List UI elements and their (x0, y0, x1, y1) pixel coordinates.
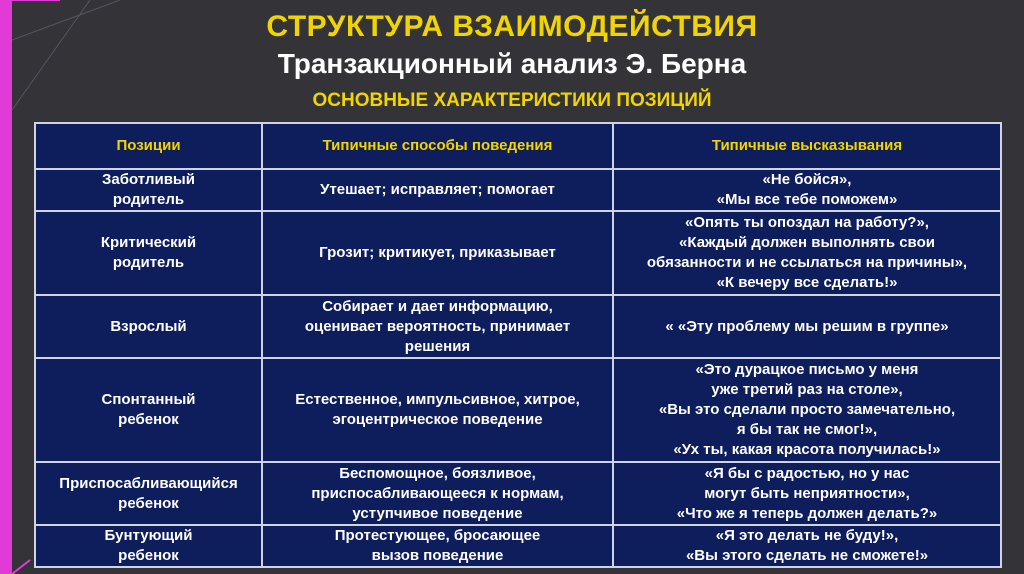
position-cell (35, 295, 262, 358)
cell-line: «Каждый должен выполнять свои (679, 234, 935, 251)
table-row (35, 211, 1001, 295)
cell-line: «Не бойся», (762, 171, 852, 188)
cell-line: ребенок (118, 494, 179, 512)
cell-line: обязанности и не ссылаться на причины», (646, 254, 968, 271)
table-row (35, 358, 1001, 462)
cell-line: «Вы этого сделать не сможете!» (685, 547, 929, 564)
cell-line: уже третий раз на столе», (711, 381, 903, 398)
cell-line: Беспомощное, боязливое, (339, 464, 536, 482)
cell-line: Бунтующий (104, 527, 193, 544)
position-cell (35, 525, 262, 567)
statements-cell (613, 295, 1001, 358)
cell-line: «Ух ты, какая красота получилась!» (673, 441, 941, 458)
positions-table (34, 122, 1002, 568)
cell-line: «Я бы с радостью, но у нас (704, 464, 910, 482)
cell-line: Грозит; критикует, приказывает (319, 244, 556, 261)
cell-line: Спонтанный (101, 391, 196, 408)
cell-line: Заботливый (102, 171, 195, 188)
cell-line: «Вы это сделали просто замечательно, (658, 401, 956, 418)
header-statements: Типичные высказывания (613, 123, 1001, 169)
header-behavior: Типичные способы поведения (262, 123, 613, 169)
table-row (35, 525, 1001, 567)
cell-line: «К вечеру все сделать!» (716, 274, 898, 291)
cell-line: Взрослый (110, 317, 187, 335)
cell-line: Утешает; исправляет; помогает (320, 181, 555, 198)
cell-line: « «Эту проблему мы решим в группе» (665, 317, 949, 335)
cell-line: ребенок (118, 547, 179, 564)
cell-line: «Что же я теперь должен делать?» (676, 504, 938, 522)
cell-line: родитель (112, 254, 185, 271)
cell-line: «Я это делать не буду!», (715, 527, 899, 544)
position-cell (35, 169, 262, 211)
cell-line: приспосабливающееся к нормам, (311, 484, 564, 502)
section-title: ОСНОВНЫЕ ХАРАКТЕРИСТИКИ ПОЗИЦИЙ (312, 90, 712, 111)
behavior-cell (262, 169, 613, 211)
cell-line: могут быть неприятности», (704, 484, 910, 502)
cell-line: Собирает и дает информацию, (322, 297, 553, 315)
position-cell (35, 358, 262, 462)
cell-line: родитель (112, 191, 185, 208)
statements-cell (613, 525, 1001, 567)
cell-line: уступчивое поведение (352, 504, 523, 522)
cell-line: «Это дурацкое письмо у меня (695, 361, 919, 378)
position-cell (35, 211, 262, 295)
cell-line: оценивает вероятность, принимает (304, 317, 571, 335)
cell-line: «Опять ты опоздал на работу?», (685, 214, 929, 231)
cell-line: эгоцентрическое поведение (332, 411, 543, 428)
cell-line: ребенок (118, 411, 179, 428)
behavior-cell (262, 358, 613, 462)
behavior-cell (262, 211, 613, 295)
behavior-cell (262, 525, 613, 567)
statements-cell (613, 211, 1001, 295)
page-subtitle: Транзакционный анализ Э. Берна (277, 48, 747, 79)
table-row (35, 169, 1001, 211)
position-cell (35, 462, 262, 525)
table-row (35, 462, 1001, 525)
cell-line: я бы так не смог!», (736, 421, 878, 438)
cell-line: Приспосабливающийся (59, 474, 238, 492)
cell-line: решения (404, 337, 471, 355)
statements-cell (613, 169, 1001, 211)
statements-cell (613, 462, 1001, 525)
cell-line: вызов поведение (371, 547, 504, 564)
cell-line: Критический (100, 234, 197, 251)
cell-line: Естественное, импульсивное, хитрое, (295, 391, 580, 408)
header-positions: Позиции (35, 123, 262, 169)
cell-line: Протестующее, бросающее (334, 527, 541, 544)
page-title: СТРУКТУРА ВЗАИМОДЕЙСТВИЯ (266, 10, 758, 43)
behavior-cell (262, 462, 613, 525)
table-header-row (35, 123, 1001, 169)
statements-cell (613, 358, 1001, 462)
behavior-cell (262, 295, 613, 358)
table-row (35, 295, 1001, 358)
cell-line: «Мы все тебе поможем» (716, 191, 898, 208)
